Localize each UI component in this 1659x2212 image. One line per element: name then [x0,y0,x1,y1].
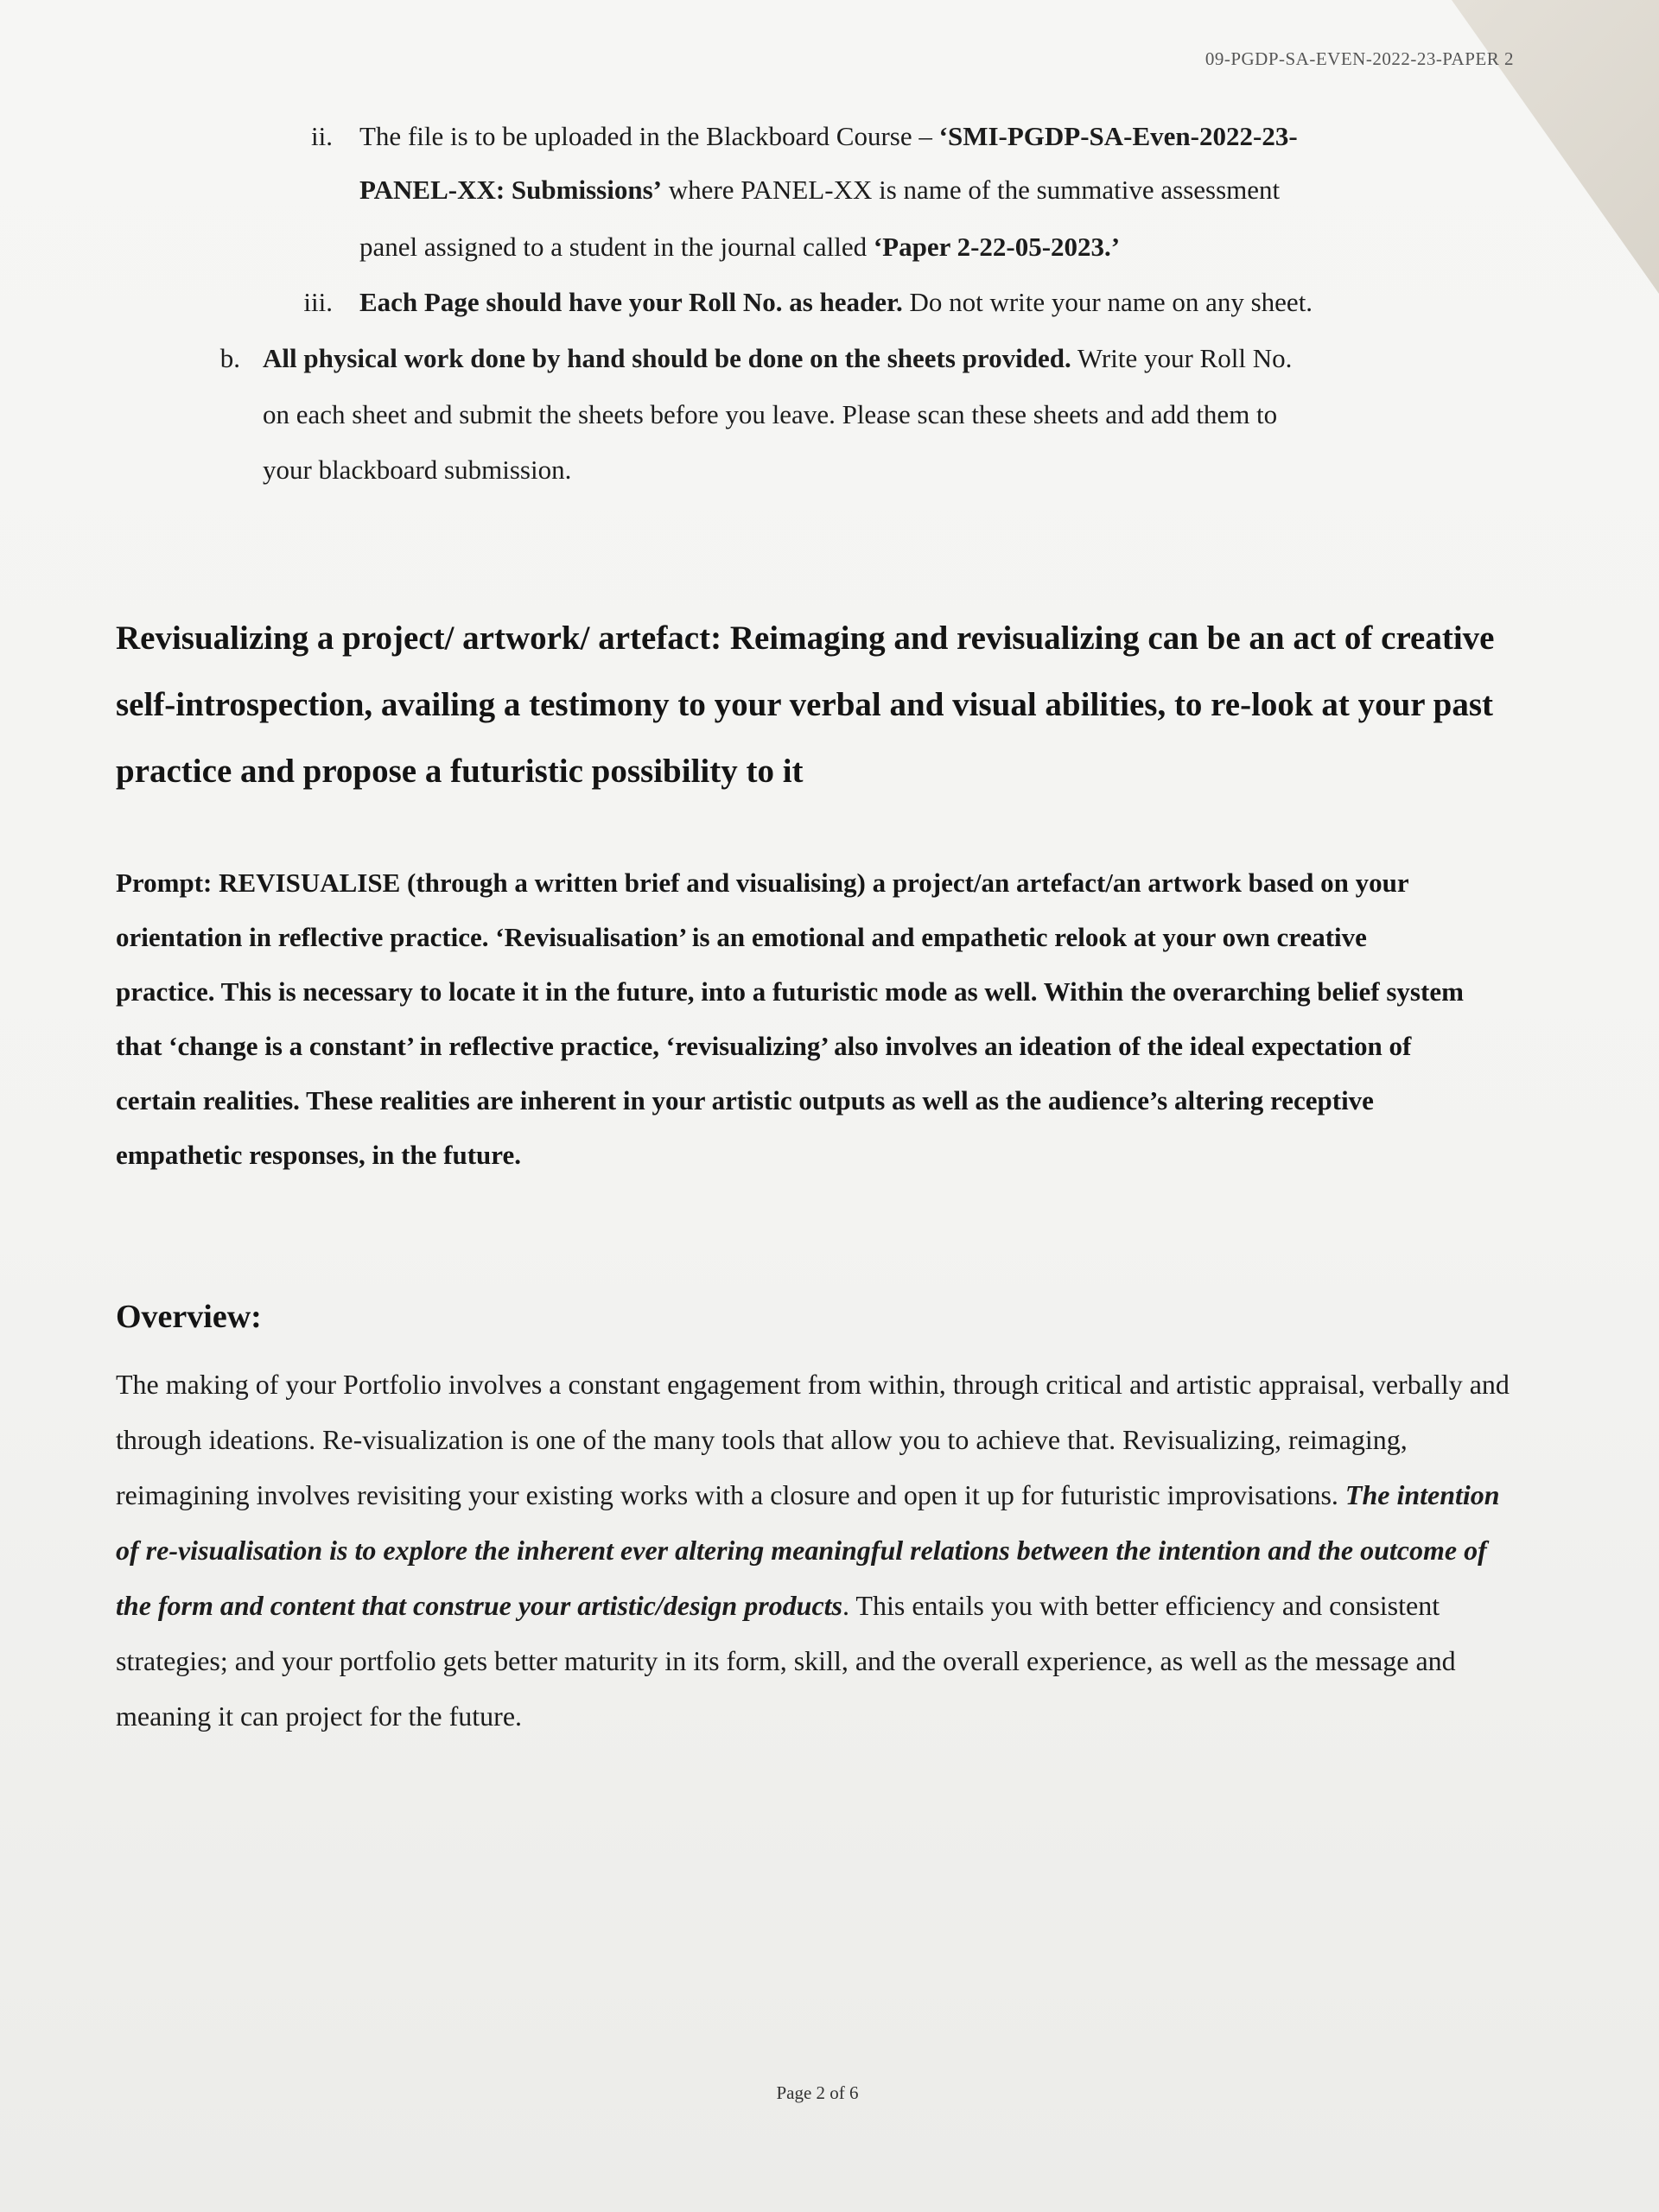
instruction-ii-line1 [359,119,1298,154]
overview-text-part1: The making of your Portfolio involves a constant engagement from within, through critical and artistic appraisal, verbally and through ideations. Re-visualization is one of the many tools that allow you to achieve that. Revisualizing, reimaging, reimagining involves revisiting your existing works with a closure and open it up for futuristic improvisations. [116,1369,1510,1510]
instruction-b-line2: on each sheet and submit the sheets before you leave. Please scan these sheets and add them to [263,399,1278,429]
instruction-b-line1 [263,341,1292,376]
overview-emphasis: The intention of re-visualisation is to explore the inherent ever altering meaningful relations between the intention and the outcome of the form and content that construe your artistic/design products [116,1479,1500,1621]
instruction-b-bold: All physical work done by hand should be done on the sheets provided. [263,343,1071,373]
list-marker: ii. [311,121,333,151]
instruction-b-line3: your blackboard submission. [263,454,572,485]
list-marker: b. [219,343,240,373]
instruction-b-text: Write your Roll No. [1071,343,1293,373]
journal-name: ‘Paper 2-22-05-2023.’ [873,232,1121,262]
prompt-paragraph: Prompt: REVISUALISE (through a written brief and visualising) a project/an artefact/an artwork based on your orientation in reflective practice. ‘Revisualisation’ is an emotional and empathetic relook at your own creative practice. This is necessary to locate it in the future, into a futuristic mode as well. Within the overarching belief system that ‘change is a constant’ in reflective practice, ‘revisualizing’ also involves an ideation of the ideal expectation of certain realities. These realities are inherent in your artistic outputs as well as the audience’s altering receptive empathetic responses, in the future. [116,868,1464,1170]
instruction-ii-line2-text: where PANEL-XX is name of the summative assessment [661,175,1281,205]
blackboard-course-name: ‘SMI-PGDP-SA-Even-2022-23- [938,121,1298,151]
submissions-label: PANEL-XX: Submissions’ [359,175,662,205]
instruction-iii-text: Do not write your name on any sheet. [902,287,1313,317]
instruction-iii-bold: Each Page should have your Roll No. as header. [359,287,903,317]
instruction-ii-line3 [359,230,1120,264]
document-header-code: 09-PGDP-SA-EVEN-2022-23-PAPER 2 [1205,48,1514,69]
overview-heading: Overview: [116,1299,262,1335]
list-marker: iii. [303,287,333,317]
page-number: Page 2 of 6 [776,2082,859,2103]
instruction-iii-line [359,285,1313,320]
overview-paragraph [116,1357,1516,1744]
overview-text-part2: . This entails you with better efficiency and consistent strategies; and your portfolio gets better maturity in its form, skill, and the overall experience, as well as the message and meaning it can project for the future. [116,1590,1456,1732]
instruction-ii-line3-text: panel assigned to a student in the journal called [359,232,874,262]
section-title: Revisualizing a project/ artwork/ artefact: Reimaging and revisualizing can be an act of creative self-introspection, availing a testimony to your verbal and visual abilities, to re-look at your past practice and propose a futuristic possibility to it [116,620,1495,790]
instruction-ii-line2 [359,173,1280,207]
instruction-ii-line1-text: The file is to be uploaded in the Blackboard Course – [359,121,939,151]
